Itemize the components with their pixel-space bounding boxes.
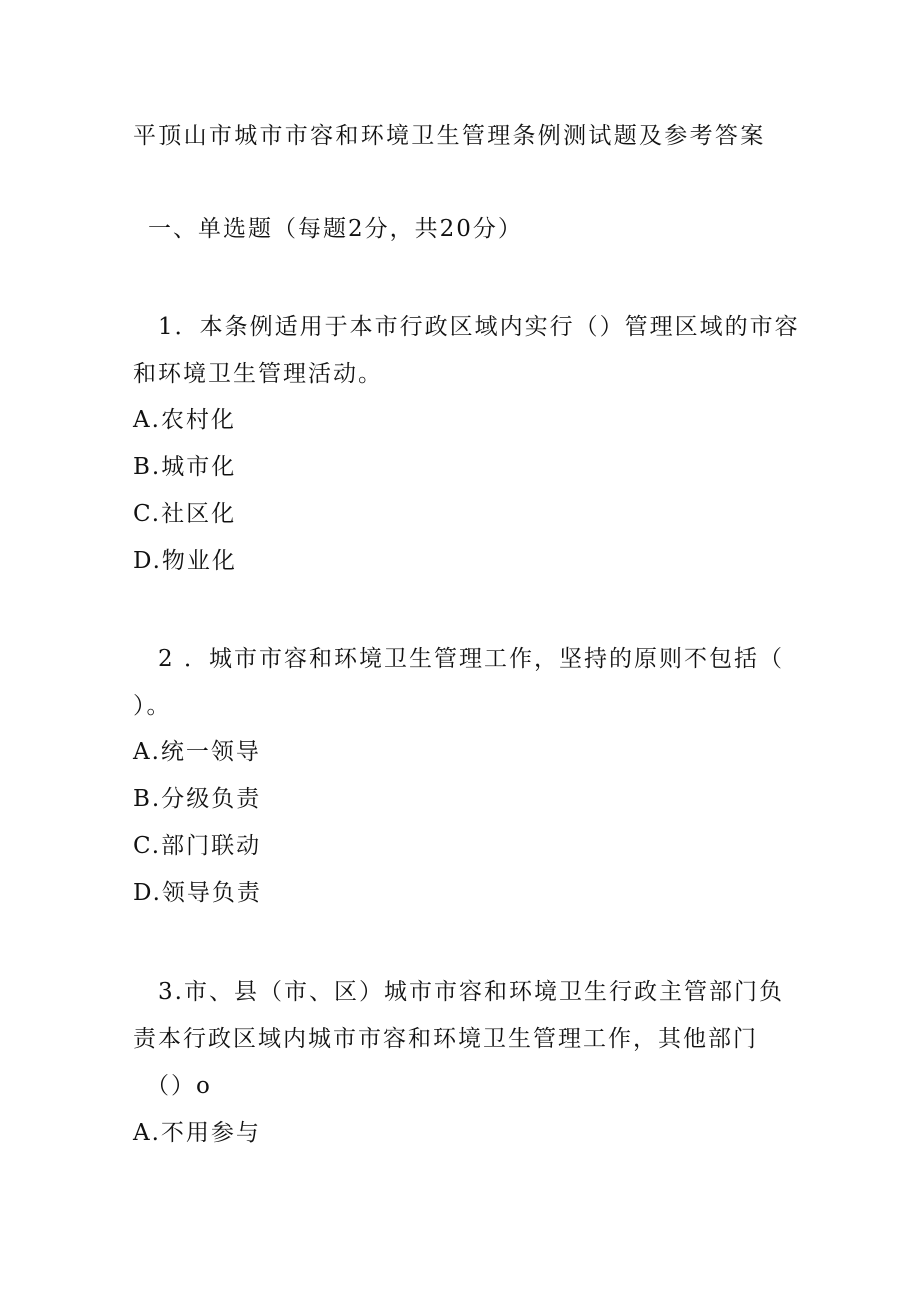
question-2-option-d: D.领导负责 xyxy=(133,880,262,906)
question-2-option-b: B.分级负责 xyxy=(133,786,262,812)
question-2-text-line-2: ）。 xyxy=(133,693,172,719)
question-1-option-d: D.物业化 xyxy=(133,548,237,574)
question-1-option-a: A.农村化 xyxy=(133,407,236,433)
question-3-option-a: A.不用参与 xyxy=(133,1120,261,1146)
question-3-text-line-1: 3.市、县（市、区）城市市容和环境卫生行政主管部门负 xyxy=(158,979,784,1005)
document-title: 平顶山市城市市容和环境卫生管理条例测试题及参考答案 xyxy=(133,123,766,149)
question-3-text-line-2: 责本行政区域内城市市容和环境卫生管理工作，其他部门 xyxy=(133,1026,758,1052)
question-1-text-line-1: 1．本条例适用于本市行政区域内实行（）管理区域的市容 xyxy=(158,314,800,340)
section-heading: 一、单选题（每题2分，共20分） xyxy=(148,216,523,242)
question-2-text-line-1: 2 ．城市市容和环境卫生管理工作，坚持的原则不包括（ xyxy=(158,646,784,672)
question-1-option-c: C.社区化 xyxy=(133,501,237,527)
question-1-text-line-2: 和环境卫生管理活动。 xyxy=(133,361,383,387)
question-2-option-c: C.部门联动 xyxy=(133,833,262,859)
question-2-option-a: A.统一领导 xyxy=(133,739,261,765)
question-3-text-line-3: （）o xyxy=(146,1073,212,1099)
question-1-option-b: B.城市化 xyxy=(133,454,237,480)
